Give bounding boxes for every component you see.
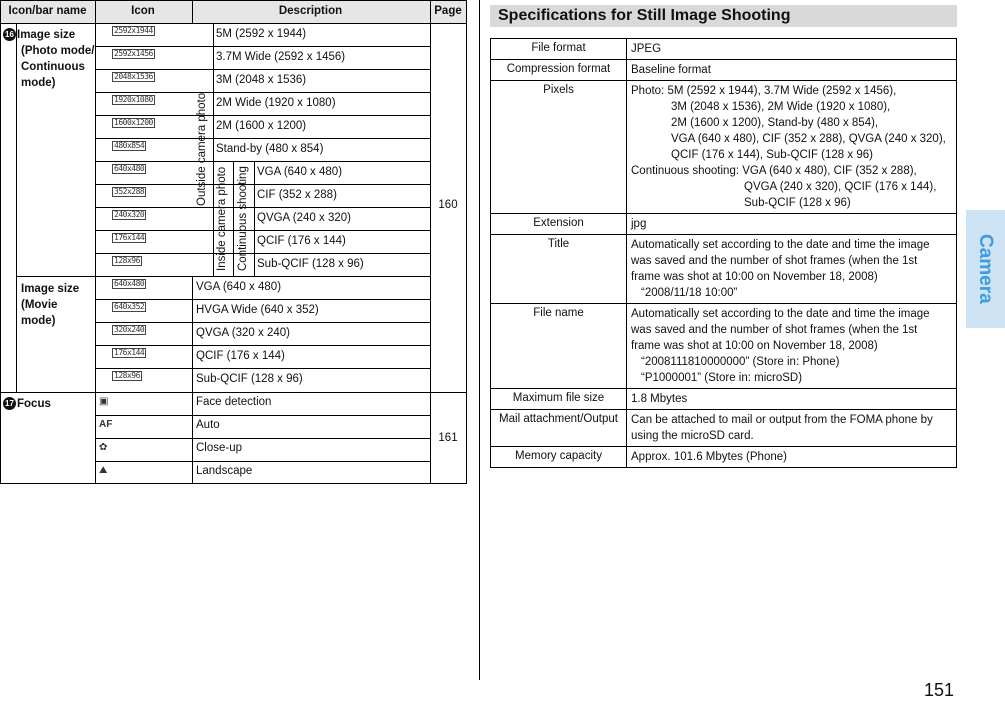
- image-size-icon: 352x288: [114, 187, 145, 196]
- header-description: Description: [278, 5, 343, 17]
- table-row: [491, 410, 957, 447]
- image-size-icon: 128x96: [114, 256, 140, 265]
- spec-key: Compression format: [491, 60, 627, 81]
- close-up-icon: ✿: [99, 442, 108, 453]
- table-row: [491, 214, 957, 235]
- table-row: [491, 235, 957, 304]
- spec-key: File name: [491, 304, 627, 389]
- desc-vga: VGA (640 x 480): [257, 166, 343, 178]
- auto-focus-icon: AF: [99, 419, 113, 430]
- movie-size-icon: 176x144: [114, 348, 145, 357]
- image-size-icon: 640x480: [114, 164, 145, 173]
- movie-size-icon: 640x480: [114, 279, 145, 288]
- movie-desc-vga: VGA (640 x 480): [196, 281, 282, 293]
- spec-value: Can be attached to mail or output from the FOMA phone by using the microSD card.: [627, 410, 957, 447]
- desc-2m: 2M (1600 x 1200): [216, 120, 307, 132]
- spec-value: Photo: 5M (2592 x 1944), 3.7M Wide (2592 x 1456), 3M (2048 x 1536), 2M Wide (1920 x 1080), 2M (1600 x 1200), Stand-by (480 x 854), VGA (640 x 480), CIF (352 x 288), QVGA (240 x 320), QCIF (176 x 144), Sub-QCIF (128 x 96) Continuous shooting: VGA (640 x 480), CIF (352 x 288), QVGA (240 x 320), QCIF (176 x 144), Sub-QCIF (128 x 96): [627, 81, 957, 214]
- face-detection-icon: ▣: [99, 396, 109, 407]
- spec-value: Baseline format: [627, 60, 957, 81]
- image-size-icon: 480x854: [114, 141, 145, 150]
- page-ref-160: 160: [438, 199, 458, 211]
- column-divider: [479, 0, 480, 680]
- spec-table: [490, 38, 957, 468]
- spec-key: Title: [491, 235, 627, 304]
- desc-5m: 5M (2592 x 1944): [216, 28, 307, 40]
- movie-desc-hvga-wide: HVGA Wide (640 x 352): [196, 304, 319, 316]
- table-row: [491, 304, 957, 389]
- focus-desc-auto: Auto: [196, 419, 220, 431]
- movie-desc-sub-qcif: Sub-QCIF (128 x 96): [196, 373, 303, 385]
- camera-section-label: Camera: [975, 234, 996, 304]
- movie-desc-qvga: QVGA (320 x 240): [196, 327, 290, 339]
- movie-size-icon: 128x96: [114, 371, 140, 380]
- spec-key: Mail attachment/Output: [491, 410, 627, 447]
- header-icon: Icon: [131, 5, 155, 17]
- spec-key: Memory capacity: [491, 447, 627, 468]
- table-row: [491, 39, 957, 60]
- continuous-shooting-label: Continuous shooting: [237, 166, 249, 271]
- focus-desc-landscape: Landscape: [196, 465, 253, 477]
- page-number: 151: [924, 680, 955, 700]
- spec-value: Automatically set according to the date and time the image was saved and the number of shot frames (when the 1st frame was shot at 10:00 on November 18, 2008) “2008111810000000” (Store in: Phone) “P1000001” (Store in: microSD): [627, 304, 957, 389]
- desc-sub-qcif: Sub-QCIF (128 x 96): [257, 258, 364, 270]
- desc-3m: 3M (2048 x 1536): [216, 74, 307, 86]
- image-size-photo-label: 16 Image size (Photo mode/ Continuous mode): [3, 27, 95, 91]
- movie-desc-qcif: QCIF (176 x 144): [196, 350, 285, 362]
- spec-key: Extension: [491, 214, 627, 235]
- inside-camera-photo-label: Inside camera photo: [216, 166, 228, 271]
- item-number-badge: 17: [3, 397, 16, 410]
- header-page: Page: [434, 5, 462, 17]
- spec-value: Approx. 101.6 Mbytes (Phone): [627, 447, 957, 468]
- header-icon-bar-name: Icon/bar name: [8, 5, 87, 17]
- focus-desc-close-up: Close-up: [196, 442, 243, 454]
- desc-3-7m-wide: 3.7M Wide (2592 x 1456): [216, 51, 346, 63]
- image-size-icon: 240x320: [114, 210, 145, 219]
- image-size-icon: 2048x1536: [114, 72, 153, 81]
- spec-value: JPEG: [627, 39, 957, 60]
- desc-standby: Stand-by (480 x 854): [216, 143, 324, 155]
- desc-qvga: QVGA (240 x 320): [257, 212, 351, 224]
- item-number-badge: 16: [3, 28, 16, 41]
- spec-value: 1.8 Mbytes: [627, 389, 957, 410]
- table-row: [491, 389, 957, 410]
- spec-key: Maximum file size: [491, 389, 627, 410]
- focus-desc-face: Face detection: [196, 396, 272, 408]
- spec-value: Automatically set according to the date and time the image was saved and the number of shot frames (when the 1st frame was shot at 10:00 on November 18, 2008) “2008/11/18 10:00”: [627, 235, 957, 304]
- desc-cif: CIF (352 x 288): [257, 189, 337, 201]
- image-size-icon: 1920x1080: [114, 95, 153, 104]
- image-size-icon: 2592x1456: [114, 49, 153, 58]
- table-row: [491, 81, 957, 214]
- image-size-icon: 1600x1200: [114, 118, 153, 127]
- image-size-icon: 176x144: [114, 233, 145, 242]
- page-ref-161: 161: [438, 432, 458, 444]
- image-size-icon: 2592x1944: [114, 26, 153, 35]
- image-size-movie-label: Image size (Movie mode): [21, 283, 80, 327]
- table-row: [491, 447, 957, 468]
- focus-label: 17 Focus: [3, 396, 95, 412]
- outside-camera-photo-label: Outside camera photo: [196, 92, 208, 207]
- movie-size-icon: 640x352: [114, 302, 145, 311]
- spec-title: Specifications for Still Image Shooting: [490, 5, 957, 27]
- table-row: [491, 60, 957, 81]
- movie-size-icon: 320x240: [114, 325, 145, 334]
- spec-key: File format: [491, 39, 627, 60]
- icon-table: [0, 0, 467, 484]
- spec-value: jpg: [627, 214, 957, 235]
- desc-qcif: QCIF (176 x 144): [257, 235, 346, 247]
- spec-key: Pixels: [491, 81, 627, 214]
- landscape-icon: ⛰: [99, 465, 108, 476]
- desc-2m-wide: 2M Wide (1920 x 1080): [216, 97, 336, 109]
